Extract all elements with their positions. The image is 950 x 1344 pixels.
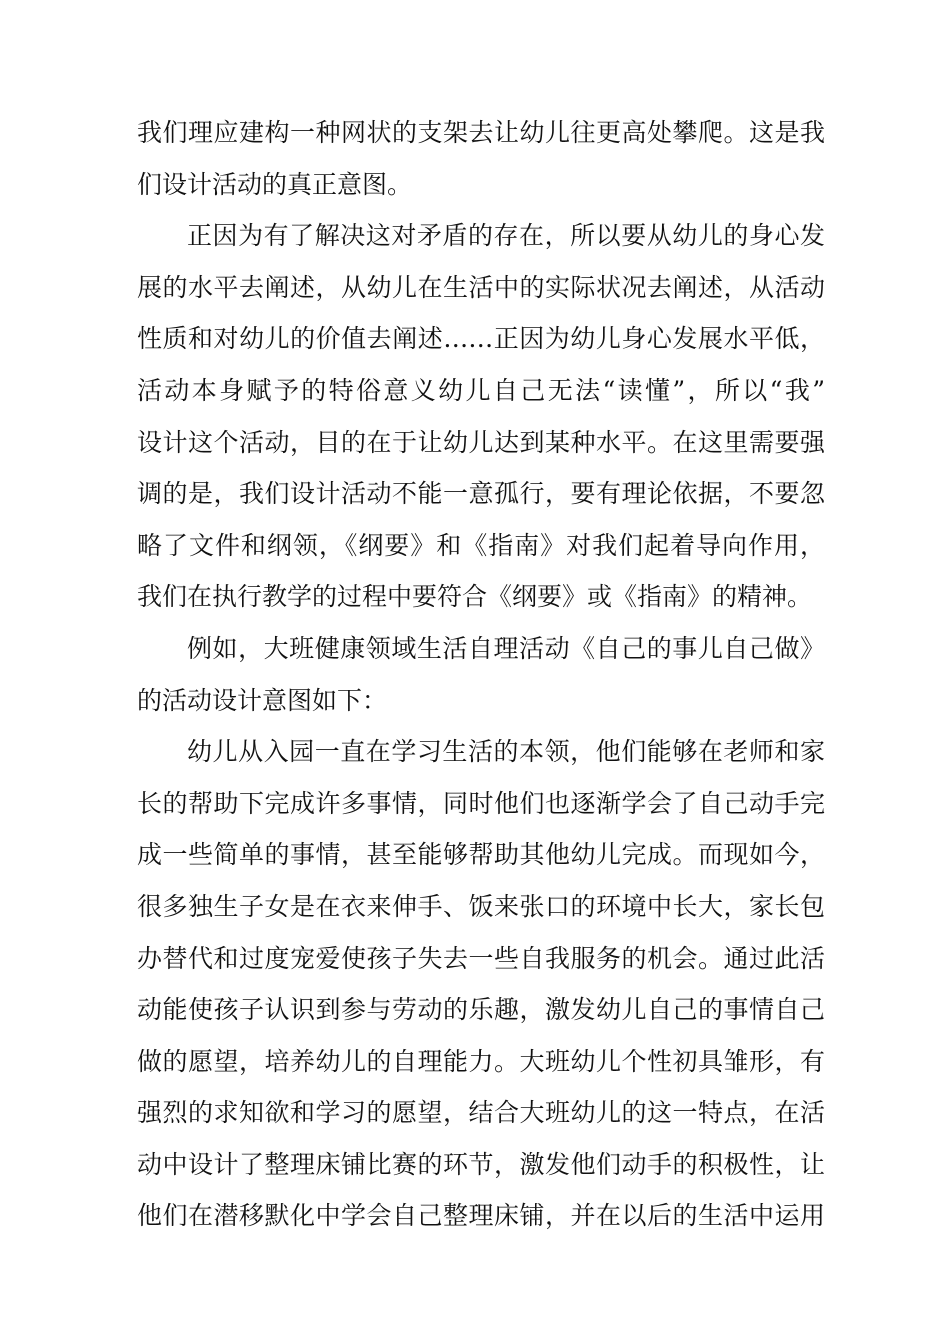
text-line: 们设计活动的真正意图。 [137, 169, 413, 199]
text-line: 展的水平去阐述，从幼儿在生活中的实际状况去阐述，从活动 [137, 272, 825, 302]
text-line: 做的愿望，培养幼儿的自理能力。大班幼儿个性初具雏形，有 [137, 1046, 825, 1076]
text-line: 略了文件和纲领，《纲要》和《指南》对我们起着导向作用， [137, 530, 825, 560]
text-line: 幼儿从入园一直在学习生活的本领，他们能够在老师和家 [187, 737, 825, 767]
text-line: 调的是，我们设计活动不能一意孤行，要有理论依据，不要忽 [137, 479, 825, 509]
text-line: 例如，大班健康领域生活自理活动《自己的事儿自己做》 [187, 633, 825, 663]
text-line: 他们在潜移默化中学会自己整理床铺，并在以后的生活中运用 [137, 1201, 825, 1231]
text-line: 长的帮助下完成许多事情，同时他们也逐渐学会了自己动手完 [137, 788, 825, 818]
text-line: 动能使孩子认识到参与劳动的乐趣，激发幼儿自己的事情自己 [137, 995, 825, 1025]
text-line: 的活动设计意图如下： [137, 685, 388, 715]
text-line: 办替代和过度宠爱使孩子失去一些自我服务的机会。通过此活 [137, 943, 825, 973]
text-line: 活动本身赋予的特俗意义幼儿自己无法“读懂”，所以“我” [137, 375, 825, 405]
document-body [137, 107, 825, 1242]
text-line: 动中设计了整理床铺比赛的环节，激发他们动手的积极性，让 [137, 1149, 825, 1179]
text-line: 性质和对幼儿的价值去阐述……正因为幼儿身心发展水平低， [137, 324, 825, 354]
text-line: 强烈的求知欲和学习的愿望，结合大班幼儿的这一特点，在活 [137, 1098, 825, 1128]
text-line: 成一些简单的事情，甚至能够帮助其他幼儿完成。而现如今， [137, 840, 825, 870]
text-line: 设计这个活动，目的在于让幼儿达到某种水平。在这里需要强 [137, 427, 825, 457]
text-line: 正因为有了解决这对矛盾的存在，所以要从幼儿的身心发 [187, 221, 825, 251]
text-line: 我们在执行教学的过程中要符合《纲要》或《指南》的精神。 [137, 582, 813, 612]
text-line: 很多独生子女是在衣来伸手、饭来张口的环境中长大，家长包 [137, 891, 825, 921]
text-line: 我们理应建构一种网状的支架去让幼儿往更高处攀爬。这是我 [137, 118, 825, 147]
